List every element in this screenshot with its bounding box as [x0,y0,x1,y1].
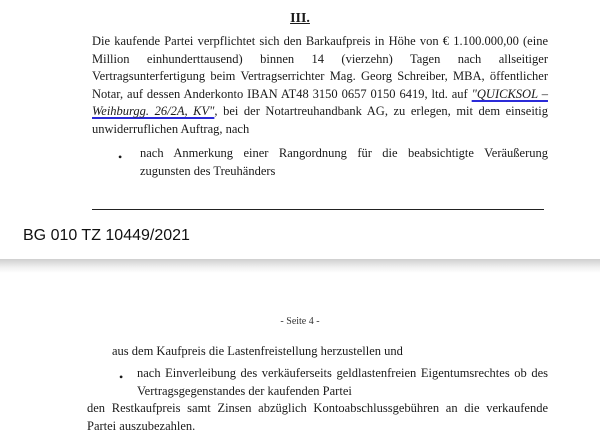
page-divider [0,259,600,273]
continuation-paragraph: aus dem Kaufpreis die Lastenfreistellung herzustellen und [112,344,403,358]
reference-number: BG 010 TZ 10449/2021 [23,227,190,244]
bullet-marker: • [119,370,124,384]
payment-text: Die kaufende Partei verpflichtet sich den Barkaufpreis in Höhe von € 1.100.000,00 (eine Million einhunderttausend) binnen 14 (vierzehn) Tagen nach allseitiger Vertragsunterfertigung beim Vertragserrichter Mag. Georg Schreiber, MBA, öffentlicher Notar, auf dessen Anderkonto IBAN AT48 3150 0657 0150 6419, ltd. auf [92,34,548,101]
bullet-item-einverleibung: nach Einverleibung des verkäuferseits geldlastenfreien Eigentumsrechtes ob des Vertragsgegenstandes der kaufenden Partei [137,366,548,398]
signature-line [92,209,544,210]
page-number: - Seite 4 - [280,316,320,327]
account-reference-highlight: "QUICKSOL – Weihburgg. 26/2A, KV" [92,86,548,119]
closing-paragraph: den Restkaufpreis samt Zinsen abzüglich Kontoabschlussgebühren an die verkaufende Partei auszubezahlen. [87,401,548,433]
section-heading: III. [290,11,310,26]
bullet-item-rangordnung: nach Anmerkung einer Rangordnung für die beabsichtigte Veräußerung zugunsten des Treuhänders [140,146,548,178]
payment-text-continued: , bei der Notartreuhandbank AG, zu erlegen, mit dem einseitig unwiderruflichen Auftrag, nach [92,104,548,136]
payment-paragraph [92,33,548,139]
bullet-marker: • [118,150,123,164]
